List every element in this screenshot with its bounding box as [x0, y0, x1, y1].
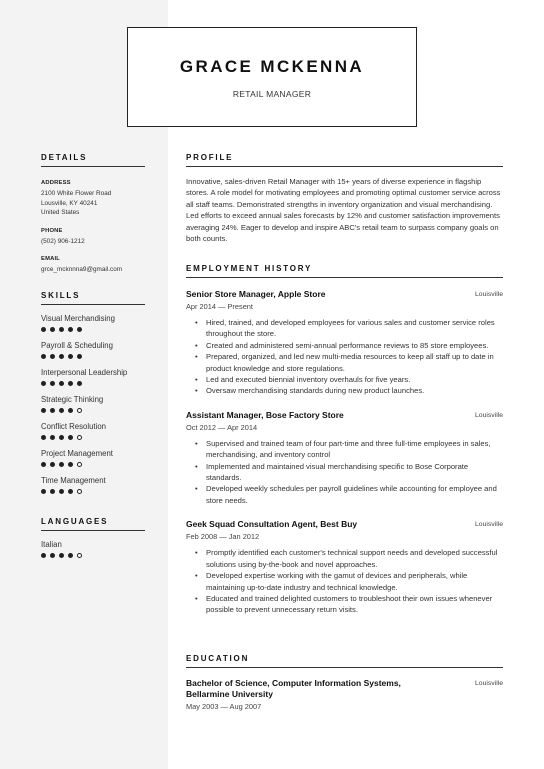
job-header: [186, 289, 503, 300]
skill-item: [41, 422, 145, 440]
skill-item: [41, 449, 145, 467]
skill-item-name: Strategic Thinking: [41, 395, 104, 404]
candidate-title: RETAIL MANAGER: [232, 89, 312, 99]
rating-dot-empty: [77, 408, 82, 413]
rating-dot-filled: [68, 327, 73, 332]
job-header: [186, 519, 503, 530]
education-list: [186, 678, 503, 711]
details-section: [41, 153, 145, 275]
degree-title: Bachelor of Science, Computer Information Systems, Bellarmine University: [186, 678, 401, 699]
rating-dot-filled: [59, 489, 64, 494]
job-dates: Apr 2014 — Present: [186, 302, 253, 311]
skill-item-name: Interpersonal Leadership: [41, 368, 128, 377]
rating-dots: [41, 489, 145, 494]
rating-dot-filled: [68, 435, 73, 440]
rating-dot-filled: [50, 553, 55, 558]
job-header: [186, 410, 503, 421]
rating-dot-filled: [50, 381, 55, 386]
job-bullet: • Prepared, organized, and led new multi-media resources to keep all staff up to date in product knowledge and store regulations.: [206, 351, 503, 374]
skill-item-name: Visual Merchandising: [41, 314, 115, 323]
job-title: Senior Store Manager, Apple Store: [186, 289, 326, 299]
rating-dot-filled: [50, 327, 55, 332]
rating-dot-filled: [50, 462, 55, 467]
job-bullet: • Led and executed biennial inventory overhauls for five years.: [206, 374, 503, 385]
rating-dot-filled: [59, 354, 64, 359]
rating-dot-filled: [50, 489, 55, 494]
job-bullet: • Developed weekly schedules per payroll guidelines while accounting for employee and store needs.: [206, 483, 503, 506]
languages-heading: LANGUAGES: [41, 517, 145, 531]
rating-dot-filled: [50, 408, 55, 413]
skill-item: [41, 476, 145, 494]
job-title: Assistant Manager, Bose Factory Store: [186, 409, 344, 420]
rating-dot-filled: [68, 381, 73, 386]
skill-item: [41, 341, 145, 359]
rating-dots: [41, 381, 145, 386]
rating-dot-empty: [77, 489, 82, 494]
job-bullet: • Hired, trained, and developed employees for various sales and customer service roles throughout the store.: [206, 317, 503, 340]
skills-section: [41, 291, 145, 494]
job-entry: [186, 289, 503, 397]
rating-dot-empty: [77, 462, 82, 467]
skill-item-name: Time Management: [41, 476, 106, 485]
job-location: Louisville: [475, 291, 503, 298]
employment-heading: EMPLOYMENT HISTORY: [186, 264, 503, 278]
details-heading: DETAILS: [41, 153, 145, 167]
rating-dot-filled: [59, 381, 64, 386]
job-entry: [186, 410, 503, 506]
name-header-box: [127, 27, 417, 127]
address-line: 2100 White Flower Road: [41, 190, 112, 197]
rating-dot-filled: [68, 489, 73, 494]
rating-dot-filled: [50, 435, 55, 440]
job-bullet: • Supervised and trained team of four part-time and three full-time employees in sales, merchandising, and inventory control: [206, 438, 503, 461]
rating-dot-filled: [41, 327, 46, 332]
job-bullets: [186, 317, 503, 397]
skill-item: [41, 395, 145, 413]
job-bullet: • Developed expertise working with the gamut of devices and peripherals, while maintaining up-to-date industry and technical knowledge.: [206, 570, 503, 593]
job-bullet: • Created and administered semi-annual performance reviews to 85 store employees.: [206, 340, 503, 351]
rating-dot-filled: [59, 553, 64, 558]
rating-dots: [41, 408, 145, 413]
rating-dots: [41, 354, 145, 359]
skill-item-name: Project Management: [41, 449, 113, 458]
rating-dots: [41, 435, 145, 440]
job-entry: [186, 519, 503, 615]
education-heading: EDUCATION: [186, 654, 503, 668]
rating-dots: [41, 462, 145, 467]
job-bullets: [186, 438, 503, 506]
job-bullet: • Educated and trained delighted customers to troubleshoot their own issues whenever possible to prevent unnecessary return visits.: [206, 593, 503, 616]
profile-text: Innovative, sales-driven Retail Manager with 15+ years of diverse experience in flagship stores. A role model for motivating employees and promoting optimal customer service across all staff teams. Demonstrated strengths in inventory organization and visual merchandising. Led efforts to exceed annual sales forecasts by 12% and customer satisfaction improvements averaging 24%. Eager to develop and inspire ABC's retail team to surpass company goals on both counts.: [186, 177, 501, 244]
rating-dot-filled: [68, 553, 73, 558]
rating-dot-empty: [77, 553, 82, 558]
address-value: [41, 189, 145, 218]
job-location: Louisville: [475, 521, 503, 529]
job-bullet: • Promptly identified each customer's technical support needs and developed successful solutions using by-the-book and novel approaches.: [206, 547, 503, 570]
email-value[interactable]: grce_mcknnna9@gmail.com: [41, 266, 123, 274]
education-header: [186, 678, 503, 700]
job-dates: Oct 2012 — Apr 2014: [186, 422, 258, 432]
languages-list: [41, 540, 145, 558]
skills-list: [41, 314, 145, 494]
skill-item: [41, 368, 145, 386]
rating-dot-filled: [77, 381, 82, 386]
employment-section: [186, 264, 503, 616]
languages-section: [41, 517, 145, 558]
job-title: Geek Squad Consultation Agent, Best Buy: [186, 519, 358, 530]
rating-dot-filled: [59, 408, 64, 413]
job-dates: Feb 2008 — Jan 2012: [186, 532, 260, 542]
rating-dot-filled: [41, 462, 46, 467]
skills-heading: SKILLS: [41, 291, 145, 305]
rating-dot-filled: [41, 489, 46, 494]
education-entry: [186, 678, 503, 711]
skill-item-name: Payroll & Scheduling: [41, 341, 113, 350]
education-section: [186, 654, 503, 711]
rating-dot-filled: [41, 408, 46, 413]
address-line: United States: [41, 209, 80, 217]
jobs-list: [186, 289, 503, 616]
rating-dots: [41, 327, 145, 332]
email-label: EMAIL: [41, 256, 61, 263]
address-label: ADDRESS: [41, 180, 71, 186]
rating-dot-filled: [68, 462, 73, 467]
rating-dot-filled: [41, 435, 46, 440]
language-item: [41, 540, 145, 558]
job-bullets: [186, 547, 503, 615]
rating-dot-filled: [77, 354, 82, 359]
rating-dot-filled: [59, 435, 64, 440]
education-location: Louisville: [475, 680, 503, 687]
job-location: Louisville: [475, 411, 503, 419]
rating-dot-filled: [77, 327, 82, 332]
education-dates: May 2003 — Aug 2007: [186, 702, 262, 711]
rating-dot-filled: [68, 408, 73, 413]
rating-dot-filled: [41, 553, 46, 558]
language-item-name: Italian: [41, 540, 62, 549]
rating-dot-filled: [41, 381, 46, 386]
candidate-name: GRACE MCKENNA: [179, 57, 365, 76]
rating-dot-filled: [41, 354, 46, 359]
profile-section: [186, 153, 503, 244]
phone-label: PHONE: [41, 227, 63, 234]
rating-dot-empty: [77, 435, 82, 440]
skill-item: [41, 314, 145, 332]
job-bullet: • Implemented and maintained visual merchandising specific to Bose Corporate standards.: [206, 461, 503, 484]
skill-item-name: Conflict Resolution: [41, 422, 107, 431]
rating-dot-filled: [50, 354, 55, 359]
phone-value: (502) 906-1212: [41, 237, 85, 245]
rating-dot-filled: [59, 327, 64, 332]
rating-dots: [41, 553, 145, 558]
job-bullet: • Oversaw merchandising standards during new product launches.: [206, 385, 503, 396]
profile-heading: PROFILE: [186, 153, 503, 167]
rating-dot-filled: [68, 354, 73, 359]
rating-dot-filled: [59, 462, 64, 467]
address-line: Lousville, KY 40241: [41, 199, 98, 207]
